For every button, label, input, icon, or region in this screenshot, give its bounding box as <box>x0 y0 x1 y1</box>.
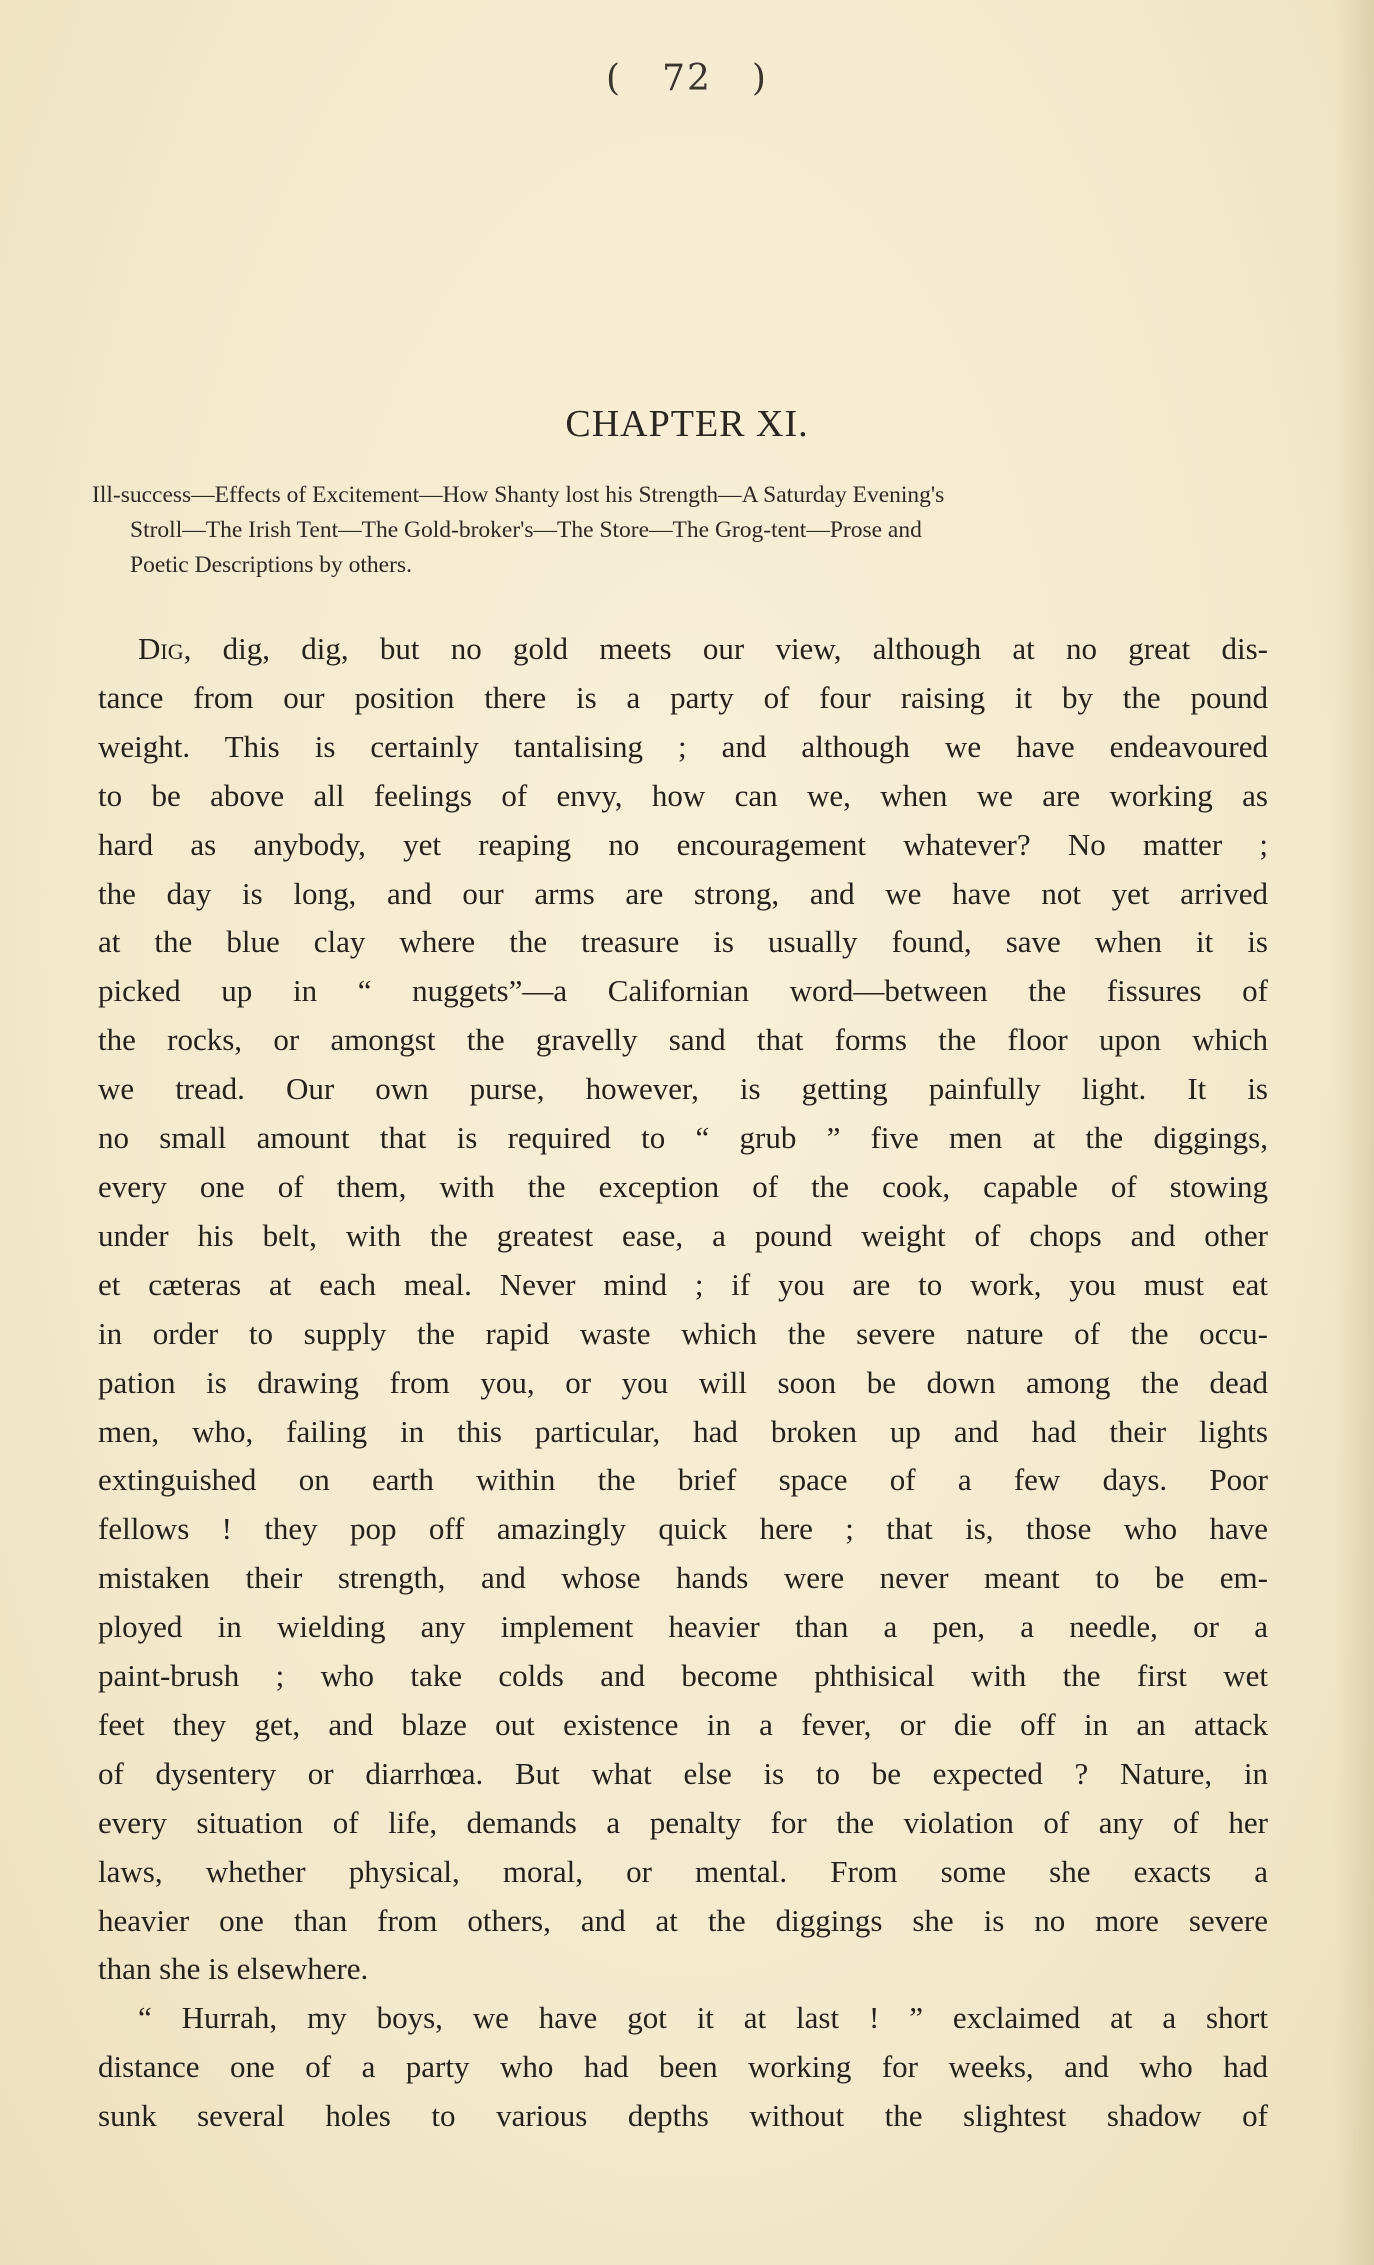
paragraph-line: distance one of a party who had been working for weeks, and who had <box>98 2049 1268 2085</box>
paragraph-line: hard as anybody, yet reaping no encouragement whatever? No matter ; <box>98 826 1268 862</box>
paragraph-line: mistaken their strength, and whose hands were never meant to be em- <box>98 1560 1268 1596</box>
paragraph-line: weight. This is certainly tantalising ; and although we have endeavoured <box>98 728 1268 764</box>
synopsis-line: Ill-success—Effects of Excitement—How Shanty lost his Strength—A Saturday Evening's <box>92 482 945 508</box>
paragraph-line: laws, whether physical, moral, or mental. From some she exacts a <box>98 1853 1268 1889</box>
page-number-open-paren: ( <box>606 58 623 99</box>
paragraph-line <box>98 625 1268 674</box>
page-edge-shadow <box>1334 0 1374 2265</box>
paragraph-line: tance from our position there is a party of four raising it by the pound <box>98 679 1268 715</box>
page-number-close-paren: ) <box>751 58 768 99</box>
paragraph-line: “ Hurrah, my boys, we have got it at last ! ” exclaimed at a short <box>138 2000 1268 2036</box>
paragraph-line: pation is drawing from you, or you will soon be down among the dead <box>98 1364 1268 1400</box>
page-number-header <box>0 58 1374 99</box>
paragraph-line: picked up in “ nuggets”—a Californian word—between the fissures of <box>98 973 1268 1009</box>
paragraph-line: to be above all feelings of envy, how can we, when we are working as <box>98 777 1268 813</box>
paragraph-line: at the blue clay where the treasure is usually found, save when it is <box>98 924 1268 960</box>
paragraph-line: the day is long, and our arms are strong, and we have not yet arrived <box>98 875 1268 911</box>
chapter-title: CHAPTER XI. <box>565 403 809 445</box>
synopsis-line: Poetic Descriptions by others. <box>130 552 412 578</box>
chapter-synopsis <box>92 478 1262 583</box>
paragraph-line-text: , dig, dig, but no gold meets our view, although at no great dis- <box>183 631 1268 666</box>
paragraph-line: no small amount that is required to “ grub ” five men at the diggings, <box>98 1120 1268 1156</box>
paragraph-line: ployed in wielding any implement heavier than a pen, a needle, or a <box>98 1609 1268 1645</box>
paragraph-line: heavier one than from others, and at the diggings she is no more severe <box>98 1902 1268 1938</box>
opening-word: Dig <box>138 631 184 666</box>
paragraph-line: the rocks, or amongst the gravelly sand that forms the floor upon which <box>98 1022 1268 1058</box>
synopsis-line: Stroll—The Irish Tent—The Gold-broker's—The Store—The Grog-tent—Prose and <box>130 517 922 543</box>
paragraph-line: under his belt, with the greatest ease, a pound weight of chops and other <box>98 1217 1268 1253</box>
paragraph-line: every situation of life, demands a penalty for the violation of any of her <box>98 1804 1268 1840</box>
paragraph-line: than she is elsewhere. <box>98 1951 369 1987</box>
paragraph-line: extinguished on earth within the brief space of a few days. Poor <box>98 1462 1268 1498</box>
paragraph-line: fellows ! they pop off amazingly quick here ; that is, those who have <box>98 1511 1268 1547</box>
paragraph-line: every one of them, with the exception of the cook, capable of stowing <box>98 1168 1268 1204</box>
paragraph-line: of dysentery or diarrhœa. But what else is to be expected ? Nature, in <box>98 1755 1268 1791</box>
paragraph-line: et cæteras at each meal. Never mind ; if you are to work, you must eat <box>98 1266 1268 1302</box>
paragraph-line: in order to supply the rapid waste which the severe nature of the occu- <box>98 1315 1268 1351</box>
paragraph-line: men, who, failing in this particular, had broken up and had their lights <box>98 1413 1268 1449</box>
paragraph-line: feet they get, and blaze out existence in a fever, or die off in an attack <box>98 1706 1268 1742</box>
paragraph-line: we tread. Our own purse, however, is getting painfully light. It is <box>98 1071 1268 1107</box>
paragraph-line: sunk several holes to various depths without the slightest shadow of <box>98 2098 1268 2134</box>
body-text <box>98 625 1268 2141</box>
page-number: 72 <box>662 58 712 99</box>
paragraph-line: paint-brush ; who take colds and become phthisical with the first wet <box>98 1658 1268 1694</box>
